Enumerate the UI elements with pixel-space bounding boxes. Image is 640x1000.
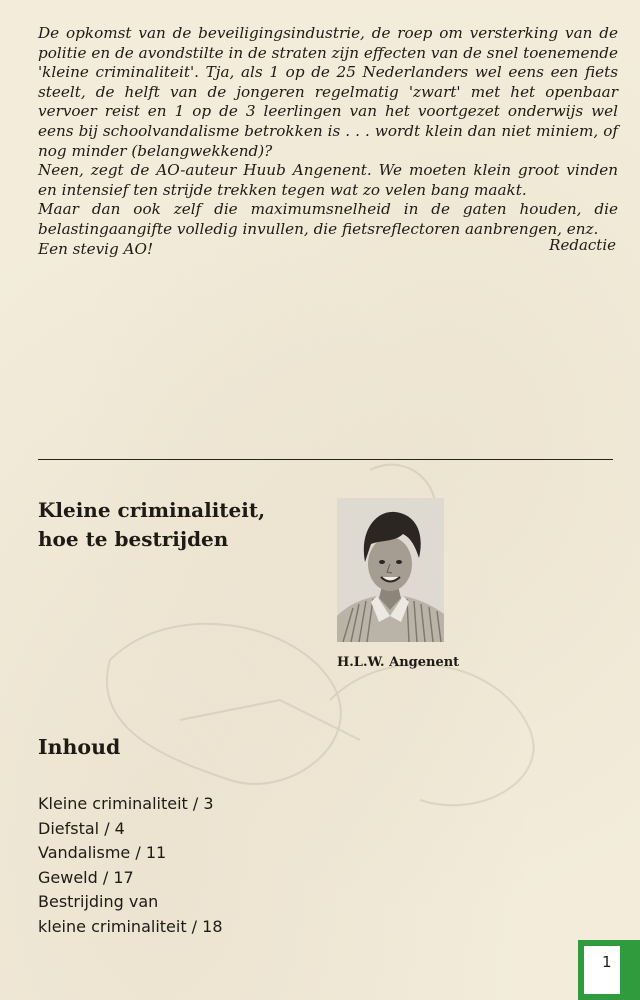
toc-item: Kleine criminaliteit / 3 xyxy=(38,794,214,813)
toc-item: kleine criminaliteit / 18 xyxy=(38,916,223,936)
intro-paragraph: Maar dan ook zelf die maximumsnelheid in de gaten houden, die belastingaangifte volledig invullen, die fietsreflectoren aanbrengen, enz. xyxy=(38,200,618,238)
toc-item: Vandalisme / 11 xyxy=(38,843,167,862)
page-number: 1 xyxy=(602,953,612,971)
author-caption: H.L.W. Angenent xyxy=(337,655,460,670)
article-title xyxy=(38,496,298,554)
author-photo xyxy=(337,498,444,642)
divider xyxy=(38,459,613,460)
editorial-intro xyxy=(38,24,618,259)
editorial-signoff: Redactie xyxy=(549,236,616,254)
intro-paragraph: De opkomst van de beveiligingsindustrie, de roep om versterking van de politie en de avondstilte in de straten zijn effecten van de snel toenemende 'kleine criminaliteit'. Tja, als 1 op de 25 Nederlanders wel eens een fiets steelt, de helft van de jongeren regelmatig 'zwart' met het openbaar vervoer reist en 1 op de 3 leerlingen van het voortgezet onderwijs wel eens bij schoolvandalisme betrokken is . . . wordt klein dan niet miniem, of nog minder (belangwekkend)? xyxy=(38,24,618,160)
article-title-line: Kleine criminaliteit, xyxy=(38,498,266,522)
article-title-line: hoe te bestrijden xyxy=(38,527,229,551)
intro-paragraph: Neen, zegt de AO-auteur Huub Angenent. We moeten klein groot vinden en intensief ten strijde trekken tegen wat zo velen bang maakt. xyxy=(38,161,618,199)
toc-item: Diefstal / 4 xyxy=(38,818,125,838)
author-portrait-image xyxy=(337,498,444,642)
table-of-contents xyxy=(38,792,338,939)
intro-paragraph: Een stevig AO! xyxy=(38,239,154,258)
toc-item: Bestrijding van xyxy=(38,892,159,911)
toc-item: Geweld / 17 xyxy=(38,867,134,887)
toc-heading: Inhoud xyxy=(38,735,121,759)
